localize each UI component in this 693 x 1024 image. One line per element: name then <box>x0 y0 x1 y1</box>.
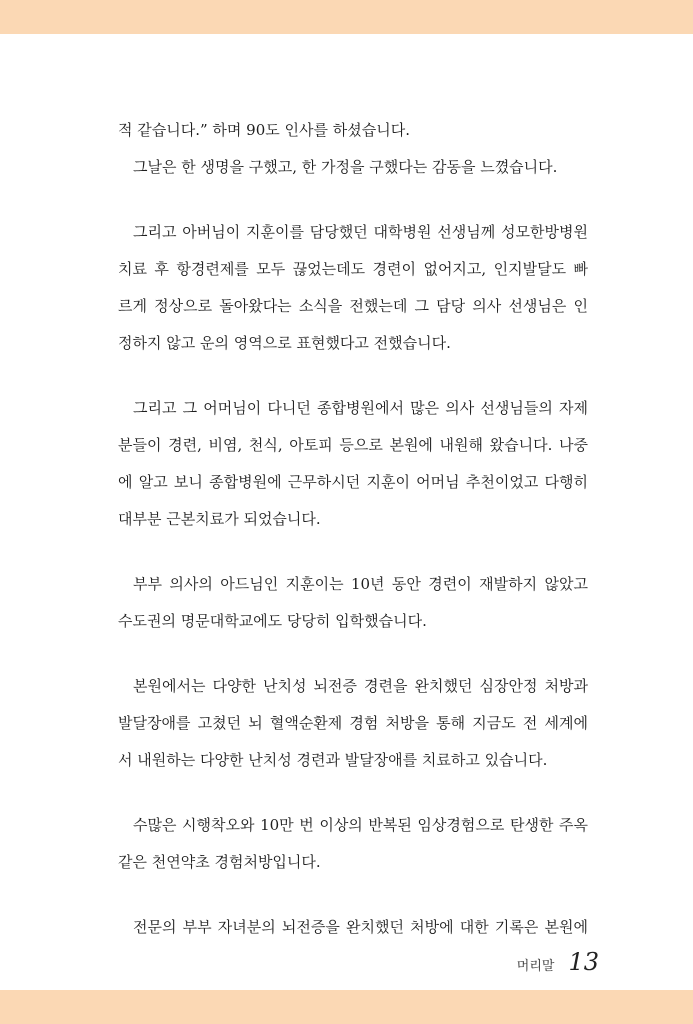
text-line: 대부분 근본치료가 되었습니다. <box>118 510 321 528</box>
body-text <box>118 112 588 946</box>
text-line: 에 알고 보니 종합병원에 근무하시던 지훈이 어머님 추천이었고 다행히 <box>118 473 588 491</box>
text-line: 수많은 시행착오와 10만 번 이상의 반복된 임상경험으로 탄생한 주옥 <box>133 816 588 834</box>
text-line: 그리고 아버님이 지훈이를 담당했던 대학병원 선생님께 성모한방병원 <box>133 223 588 241</box>
text-line: 발달장애를 고쳤던 뇌 혈액순환제 경험 처방을 통해 지금도 전 세계에 <box>118 714 588 732</box>
text-line: 본원에서는 다양한 난치성 뇌전증 경련을 완치했던 심장안정 처방과 <box>133 677 588 695</box>
text-line: 같은 천연약초 경험처방입니다. <box>118 853 321 871</box>
text-line: 전문의 부부 자녀분의 뇌전증을 완치했던 처방에 대한 기록은 본원에 <box>133 918 588 936</box>
text-line: 서 내원하는 다양한 난치성 경련과 발달장애를 치료하고 있습니다. <box>118 751 548 769</box>
page-number: 13 <box>568 948 599 976</box>
text-line: 정하지 않고 운의 영역으로 표현했다고 전했습니다. <box>118 334 451 352</box>
bottom-color-band <box>0 990 693 1024</box>
page-footer <box>517 948 599 984</box>
top-color-band <box>0 0 693 34</box>
text-line: 그리고 그 어머님이 다니던 종합병원에서 많은 의사 선생님들의 자제 <box>133 399 588 417</box>
text-line: 수도권의 명문대학교에도 당당히 입학했습니다. <box>118 612 427 630</box>
text-line: 분들이 경련, 비염, 천식, 아토피 등으로 본원에 내원해 왔습니다. 나중 <box>118 436 588 454</box>
text-line: 치료 후 항경련제를 모두 끊었는데도 경련이 없어지고, 인지발달도 빠 <box>118 260 588 278</box>
text-line: 르게 정상으로 돌아왔다는 소식을 전했는데 그 담당 의사 선생님은 인 <box>118 297 588 315</box>
running-head: 머리말 <box>516 959 555 974</box>
text-line: 적 같습니다.” 하며 90도 인사를 하셨습니다. <box>118 121 410 139</box>
text-line: 그날은 한 생명을 구했고, 한 가정을 구했다는 감동을 느꼈습니다. <box>133 158 558 176</box>
text-line: 부부 의사의 아드님인 지훈이는 10년 동안 경련이 재발하지 않았고 <box>133 575 588 593</box>
